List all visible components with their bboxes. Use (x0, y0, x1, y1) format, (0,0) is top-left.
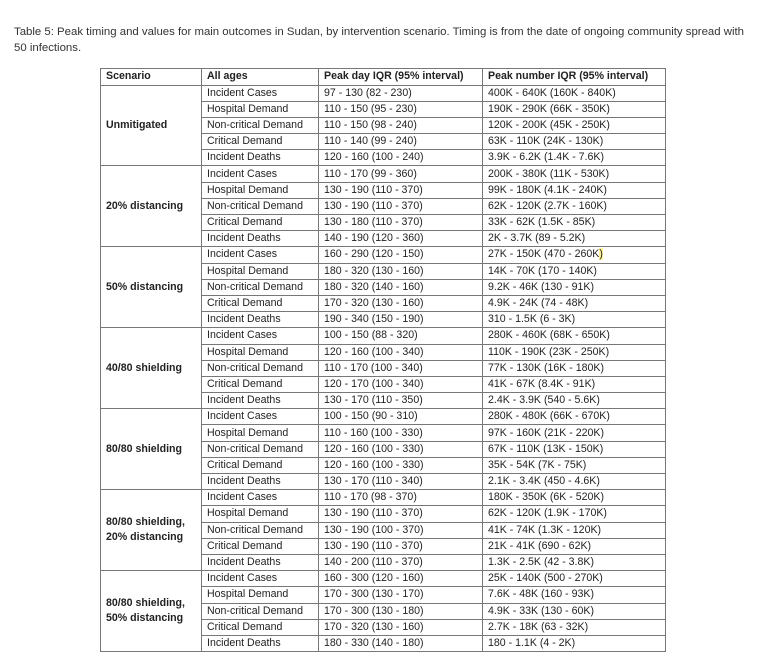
peak-number-cell (483, 263, 666, 279)
peak-day-cell-text: 120 - 160 (100 - 240) (324, 151, 424, 164)
peak-day-cell (319, 506, 483, 522)
text-highlight: ) (599, 248, 603, 261)
outcome-cell (202, 312, 319, 328)
peak-day-cell (319, 279, 483, 295)
peak-number-cell (483, 376, 666, 392)
peak-number-cell (483, 360, 666, 376)
peak-day-cell-text: 120 - 160 (100 - 340) (324, 345, 424, 358)
outcome-cell-text: Incident Cases (207, 410, 278, 423)
peak-number-cell-text: 2K - 3.7K (89 - 5.2K) (488, 232, 586, 245)
peak-day-cell (319, 344, 483, 360)
peak-day-cell (319, 231, 483, 247)
outcome-cell (202, 522, 319, 538)
peak-number-cell (483, 538, 666, 554)
outcome-cell (202, 344, 319, 360)
peak-day-cell (319, 198, 483, 214)
peak-number-cell-text: 99K - 180K (4.1K - 240K) (488, 183, 607, 196)
peak-number-cell-text: 3.9K - 6.2K (1.4K - 7.6K) (488, 151, 604, 164)
peak-number-cell-text: 280K - 460K (68K - 650K) (488, 329, 610, 342)
peak-number-cell-text: 180 - 1.1K (4 - 2K) (488, 636, 576, 649)
table-row (101, 490, 666, 506)
outcome-cell (202, 150, 319, 166)
outcome-cell (202, 409, 319, 425)
peak-number-cell-text: 77K - 130K (16K - 180K) (488, 361, 605, 374)
peak-number-cell (483, 231, 666, 247)
outcome-cell (202, 571, 319, 587)
scenario-label: 20% distancing (106, 199, 184, 212)
peak-day-cell-text: 180 - 330 (140 - 180) (324, 636, 424, 649)
peak-number-cell (483, 474, 666, 490)
outcome-cell (202, 101, 319, 117)
peak-number-cell-text: 180K - 350K (6K - 520K) (488, 491, 605, 504)
peak-day-cell (319, 101, 483, 117)
peak-day-cell-text: 130 - 180 (110 - 370) (324, 216, 423, 229)
peak-day-cell (319, 635, 483, 651)
peak-number-cell-text: 62K - 120K (1.9K - 170K) (488, 507, 607, 520)
peak-day-cell (319, 247, 483, 263)
peak-number-cell-text: 2.1K - 3.4K (450 - 4.6K) (488, 475, 600, 488)
peak-day-cell-text: 140 - 200 (110 - 370) (324, 556, 423, 569)
outcome-cell-text: Incident Deaths (207, 151, 281, 164)
peak-day-cell (319, 393, 483, 409)
peak-day-cell (319, 85, 483, 101)
peak-number-cell-text: 4.9K - 24K (74 - 48K) (488, 297, 589, 310)
header-row (101, 69, 666, 86)
peak-day-cell (319, 457, 483, 473)
outcome-cell (202, 117, 319, 133)
scenario-cell (101, 490, 202, 571)
outcome-cell-text: Incident Deaths (207, 636, 281, 649)
outcome-cell (202, 457, 319, 473)
peak-number-cell-text: 9.2K - 46K (130 - 91K) (488, 280, 594, 293)
outcome-cell (202, 587, 319, 603)
peak-day-cell-text: 130 - 170 (110 - 350) (324, 394, 423, 407)
peak-day-cell (319, 554, 483, 570)
scenario-label: Unmitigated (106, 118, 168, 131)
outcome-cell-text: Incident Cases (207, 248, 278, 261)
peak-day-cell (319, 134, 483, 150)
peak-number-cell-text: 2.4K - 3.9K (540 - 5.6K) (488, 394, 600, 407)
peak-day-cell-text: 100 - 150 (88 - 320) (324, 329, 418, 342)
peak-number-cell-text: 21K - 41K (690 - 62K) (488, 539, 592, 552)
outcome-cell-text: Hospital Demand (207, 345, 289, 358)
table-row (101, 247, 666, 263)
scenario-label-line: 20% distancing (106, 531, 184, 544)
scenario-label: 50% distancing (106, 280, 184, 293)
peak-day-cell-text: 110 - 150 (98 - 240) (324, 118, 417, 131)
peak-day-cell-text: 130 - 170 (110 - 340) (324, 475, 423, 488)
outcome-cell (202, 441, 319, 457)
peak-day-cell-text: 110 - 160 (100 - 330) (324, 426, 423, 439)
header-all-ages: All ages (202, 69, 319, 86)
outcome-cell-text: Non-critical Demand (207, 523, 303, 536)
peak-day-cell-text: 130 - 190 (110 - 370) (324, 507, 423, 520)
peak-number-cell (483, 328, 666, 344)
peak-number-cell (483, 344, 666, 360)
outcome-cell (202, 85, 319, 101)
outcome-cell (202, 295, 319, 311)
outcome-cell-text: Incident Deaths (207, 475, 281, 488)
outcome-cell (202, 182, 319, 198)
outcome-cell-text: Non-critical Demand (207, 199, 303, 212)
peak-day-cell-text: 110 - 150 (95 - 230) (324, 102, 417, 115)
peak-number-cell (483, 150, 666, 166)
outcome-cell (202, 490, 319, 506)
peak-number-cell-text: 25K - 140K (500 - 270K) (488, 572, 603, 585)
outcome-cell-text: Critical Demand (207, 297, 283, 310)
scenario-cell (101, 571, 202, 652)
peak-day-cell (319, 522, 483, 538)
outcome-cell-text: Non-critical Demand (207, 280, 303, 293)
peak-day-cell-text: 97 - 130 (82 - 230) (324, 86, 412, 99)
peak-number-cell (483, 506, 666, 522)
outcome-cell-text: Hospital Demand (207, 588, 289, 601)
peak-day-cell-text: 100 - 150 (90 - 310) (324, 410, 418, 423)
peak-day-cell-text: 130 - 190 (110 - 370) (324, 539, 423, 552)
peak-number-cell (483, 441, 666, 457)
peak-number-cell-text: 41K - 67K (8.4K - 91K) (488, 377, 596, 390)
peak-number-cell (483, 295, 666, 311)
peak-number-cell (483, 603, 666, 619)
peak-day-cell (319, 490, 483, 506)
outcome-cell (202, 603, 319, 619)
table-row (101, 409, 666, 425)
outcome-cell (202, 360, 319, 376)
peak-number-cell-text: 200K - 380K (11K - 530K) (488, 167, 610, 180)
peak-day-cell-text: 180 - 320 (130 - 160) (324, 264, 424, 277)
scenario-label: 40/80 shielding (106, 361, 182, 374)
peak-number-cell (483, 490, 666, 506)
peak-day-cell-text: 180 - 320 (140 - 160) (324, 280, 424, 293)
scenario-label-line: 80/80 shielding, (106, 597, 185, 610)
outcome-cell-text: Non-critical Demand (207, 361, 303, 374)
peak-number-cell (483, 134, 666, 150)
peak-number-cell (483, 312, 666, 328)
peak-day-cell-text: 160 - 290 (120 - 150) (324, 248, 424, 261)
peak-number-cell (483, 182, 666, 198)
scenario-cell (101, 328, 202, 409)
outcome-cell-text: Incident Deaths (207, 556, 281, 569)
peak-number-cell (483, 635, 666, 651)
peak-number-cell-text: 4.9K - 33K (130 - 60K) (488, 604, 594, 617)
peak-number-cell (483, 279, 666, 295)
peak-number-cell (483, 393, 666, 409)
table-caption: Table 5: Peak timing and values for main outcomes in Sudan, by intervention scenario. Timing is from the date of ongoing community spread with 50 infections. (14, 26, 745, 54)
peak-day-cell-text: 170 - 320 (130 - 160) (324, 297, 424, 310)
peak-day-cell (319, 263, 483, 279)
peak-number-cell-text: 7.6K - 48K (160 - 93K) (488, 588, 594, 601)
outcome-cell (202, 506, 319, 522)
outcome-cell-text: Non-critical Demand (207, 604, 303, 617)
peak-number-cell-text: 2.7K - 18K (63 - 32K) (488, 620, 589, 633)
peak-day-cell (319, 328, 483, 344)
outcome-cell-text: Hospital Demand (207, 102, 289, 115)
table-body (101, 85, 666, 652)
peak-day-cell-text: 130 - 190 (100 - 370) (324, 523, 424, 536)
peak-number-cell-text: 400K - 640K (160K - 840K) (488, 86, 616, 99)
outcome-cell-text: Hospital Demand (207, 426, 289, 439)
peak-number-cell-text: 35K - 54K (7K - 75K) (488, 458, 587, 471)
table-row (101, 166, 666, 182)
peak-number-cell (483, 522, 666, 538)
outcome-cell (202, 263, 319, 279)
scenario-cell (101, 247, 202, 328)
results-table (100, 68, 666, 652)
peak-day-cell (319, 215, 483, 231)
outcome-cell-text: Incident Cases (207, 167, 278, 180)
peak-day-cell-text: 170 - 320 (130 - 160) (324, 620, 424, 633)
outcome-cell (202, 279, 319, 295)
peak-day-cell-text: 120 - 170 (100 - 340) (324, 377, 424, 390)
peak-number-cell-text: 190K - 290K (66K - 350K) (488, 102, 610, 115)
peak-day-cell (319, 571, 483, 587)
peak-number-cell (483, 409, 666, 425)
peak-day-cell-text: 120 - 160 (100 - 330) (324, 442, 424, 455)
header-scenario: Scenario (101, 69, 202, 86)
outcome-cell (202, 376, 319, 392)
peak-day-cell (319, 409, 483, 425)
peak-day-cell (319, 441, 483, 457)
peak-number-cell-text: 97K - 160K (21K - 220K) (488, 426, 605, 439)
peak-day-cell-text: 110 - 140 (99 - 240) (324, 135, 417, 148)
peak-day-cell (319, 150, 483, 166)
peak-number-cell (483, 587, 666, 603)
outcome-cell (202, 474, 319, 490)
peak-number-cell (483, 198, 666, 214)
outcome-cell (202, 215, 319, 231)
peak-number-cell (483, 166, 666, 182)
outcome-cell-text: Incident Cases (207, 329, 278, 342)
peak-number-cell-text: 67K - 110K (13K - 150K) (488, 442, 604, 455)
peak-number-cell-text: 1.3K - 2.5K (42 - 3.8K) (488, 556, 594, 569)
peak-day-cell-text: 140 - 190 (120 - 360) (324, 232, 424, 245)
outcome-cell (202, 166, 319, 182)
peak-day-cell-text: 130 - 190 (110 - 370) (324, 199, 423, 212)
outcome-cell-text: Incident Cases (207, 572, 278, 585)
peak-number-cell (483, 457, 666, 473)
peak-day-cell-text: 120 - 160 (100 - 330) (324, 458, 424, 471)
outcome-cell (202, 134, 319, 150)
peak-day-cell (319, 295, 483, 311)
peak-day-cell-text: 110 - 170 (98 - 370) (324, 491, 417, 504)
peak-number-cell (483, 425, 666, 441)
peak-day-cell (319, 538, 483, 554)
scenario-cell (101, 409, 202, 490)
peak-number-cell-text: 310 - 1.5K (6 - 3K) (488, 313, 576, 326)
peak-day-cell-text: 190 - 340 (150 - 190) (324, 313, 424, 326)
peak-day-cell-text: 170 - 300 (130 - 170) (324, 588, 424, 601)
peak-day-cell (319, 474, 483, 490)
scenario-label-line: 50% distancing (106, 612, 184, 625)
outcome-cell-text: Critical Demand (207, 216, 283, 229)
peak-number-cell (483, 554, 666, 570)
outcome-cell (202, 635, 319, 651)
outcome-cell-text: Hospital Demand (207, 507, 289, 520)
outcome-cell-text: Hospital Demand (207, 183, 289, 196)
peak-day-cell (319, 425, 483, 441)
scenario-cell (101, 85, 202, 166)
peak-number-cell (483, 247, 666, 263)
outcome-cell-text: Hospital Demand (207, 264, 289, 277)
outcome-cell-text: Critical Demand (207, 377, 283, 390)
peak-number-cell-text: 14K - 70K (170 - 140K) (488, 264, 597, 277)
peak-day-cell (319, 166, 483, 182)
peak-number-cell-text: 62K - 120K (2.7K - 160K) (488, 199, 607, 212)
peak-number-cell (483, 101, 666, 117)
peak-number-cell (483, 571, 666, 587)
peak-number-cell-text: 33K - 62K (1.5K - 85K) (488, 216, 596, 229)
table-row (101, 328, 666, 344)
outcome-cell (202, 393, 319, 409)
outcome-cell-text: Non-critical Demand (207, 118, 303, 131)
header-peak-day: Peak day IQR (95% interval) (319, 69, 483, 86)
peak-day-cell-text: 110 - 170 (99 - 360) (324, 167, 417, 180)
scenario-label-line: 80/80 shielding, (106, 516, 185, 529)
peak-day-cell-text: 170 - 300 (130 - 180) (324, 604, 424, 617)
scenario-label: 80/80 shielding (106, 442, 182, 455)
peak-number-cell-text: 41K - 74K (1.3K - 120K) (488, 523, 602, 536)
peak-number-cell (483, 215, 666, 231)
outcome-cell (202, 538, 319, 554)
peak-day-cell-text: 110 - 170 (100 - 340) (324, 361, 423, 374)
peak-number-cell-text: 280K - 480K (66K - 670K) (488, 410, 610, 423)
outcome-cell-text: Critical Demand (207, 458, 283, 471)
outcome-cell-text: Critical Demand (207, 620, 283, 633)
scenario-cell (101, 166, 202, 247)
peak-day-cell (319, 376, 483, 392)
outcome-cell (202, 198, 319, 214)
outcome-cell-text: Incident Cases (207, 491, 278, 504)
peak-number-cell (483, 85, 666, 101)
peak-day-cell (319, 360, 483, 376)
outcome-cell-text: Critical Demand (207, 539, 283, 552)
outcome-cell-text: Critical Demand (207, 135, 283, 148)
peak-day-cell (319, 117, 483, 133)
peak-day-cell-text: 130 - 190 (110 - 370) (324, 183, 423, 196)
outcome-cell-text: Non-critical Demand (207, 442, 303, 455)
outcome-cell (202, 554, 319, 570)
outcome-cell (202, 247, 319, 263)
outcome-cell-text: Incident Deaths (207, 313, 281, 326)
table-row (101, 85, 666, 101)
peak-number-cell-text: 27K - 150K (470 - 260K) (488, 248, 603, 261)
peak-number-cell-text: 63K - 110K (24K - 130K) (488, 135, 604, 148)
table-row (101, 571, 666, 587)
peak-number-cell-text: 120K - 200K (45K - 250K) (488, 118, 610, 131)
outcome-cell (202, 328, 319, 344)
peak-day-cell (319, 587, 483, 603)
outcome-cell (202, 231, 319, 247)
outcome-cell-text: Incident Deaths (207, 232, 281, 245)
peak-day-cell (319, 619, 483, 635)
header-peak-number: Peak number IQR (95% interval) (483, 69, 666, 86)
peak-day-cell-text: 160 - 300 (120 - 160) (324, 572, 424, 585)
peak-number-cell-text: 110K - 190K (23K - 250K) (488, 345, 610, 358)
outcome-cell-text: Incident Deaths (207, 394, 281, 407)
peak-day-cell (319, 603, 483, 619)
outcome-cell-text: Incident Cases (207, 86, 278, 99)
peak-day-cell (319, 312, 483, 328)
peak-number-cell (483, 117, 666, 133)
peak-number-cell (483, 619, 666, 635)
outcome-cell (202, 425, 319, 441)
peak-day-cell (319, 182, 483, 198)
outcome-cell (202, 619, 319, 635)
